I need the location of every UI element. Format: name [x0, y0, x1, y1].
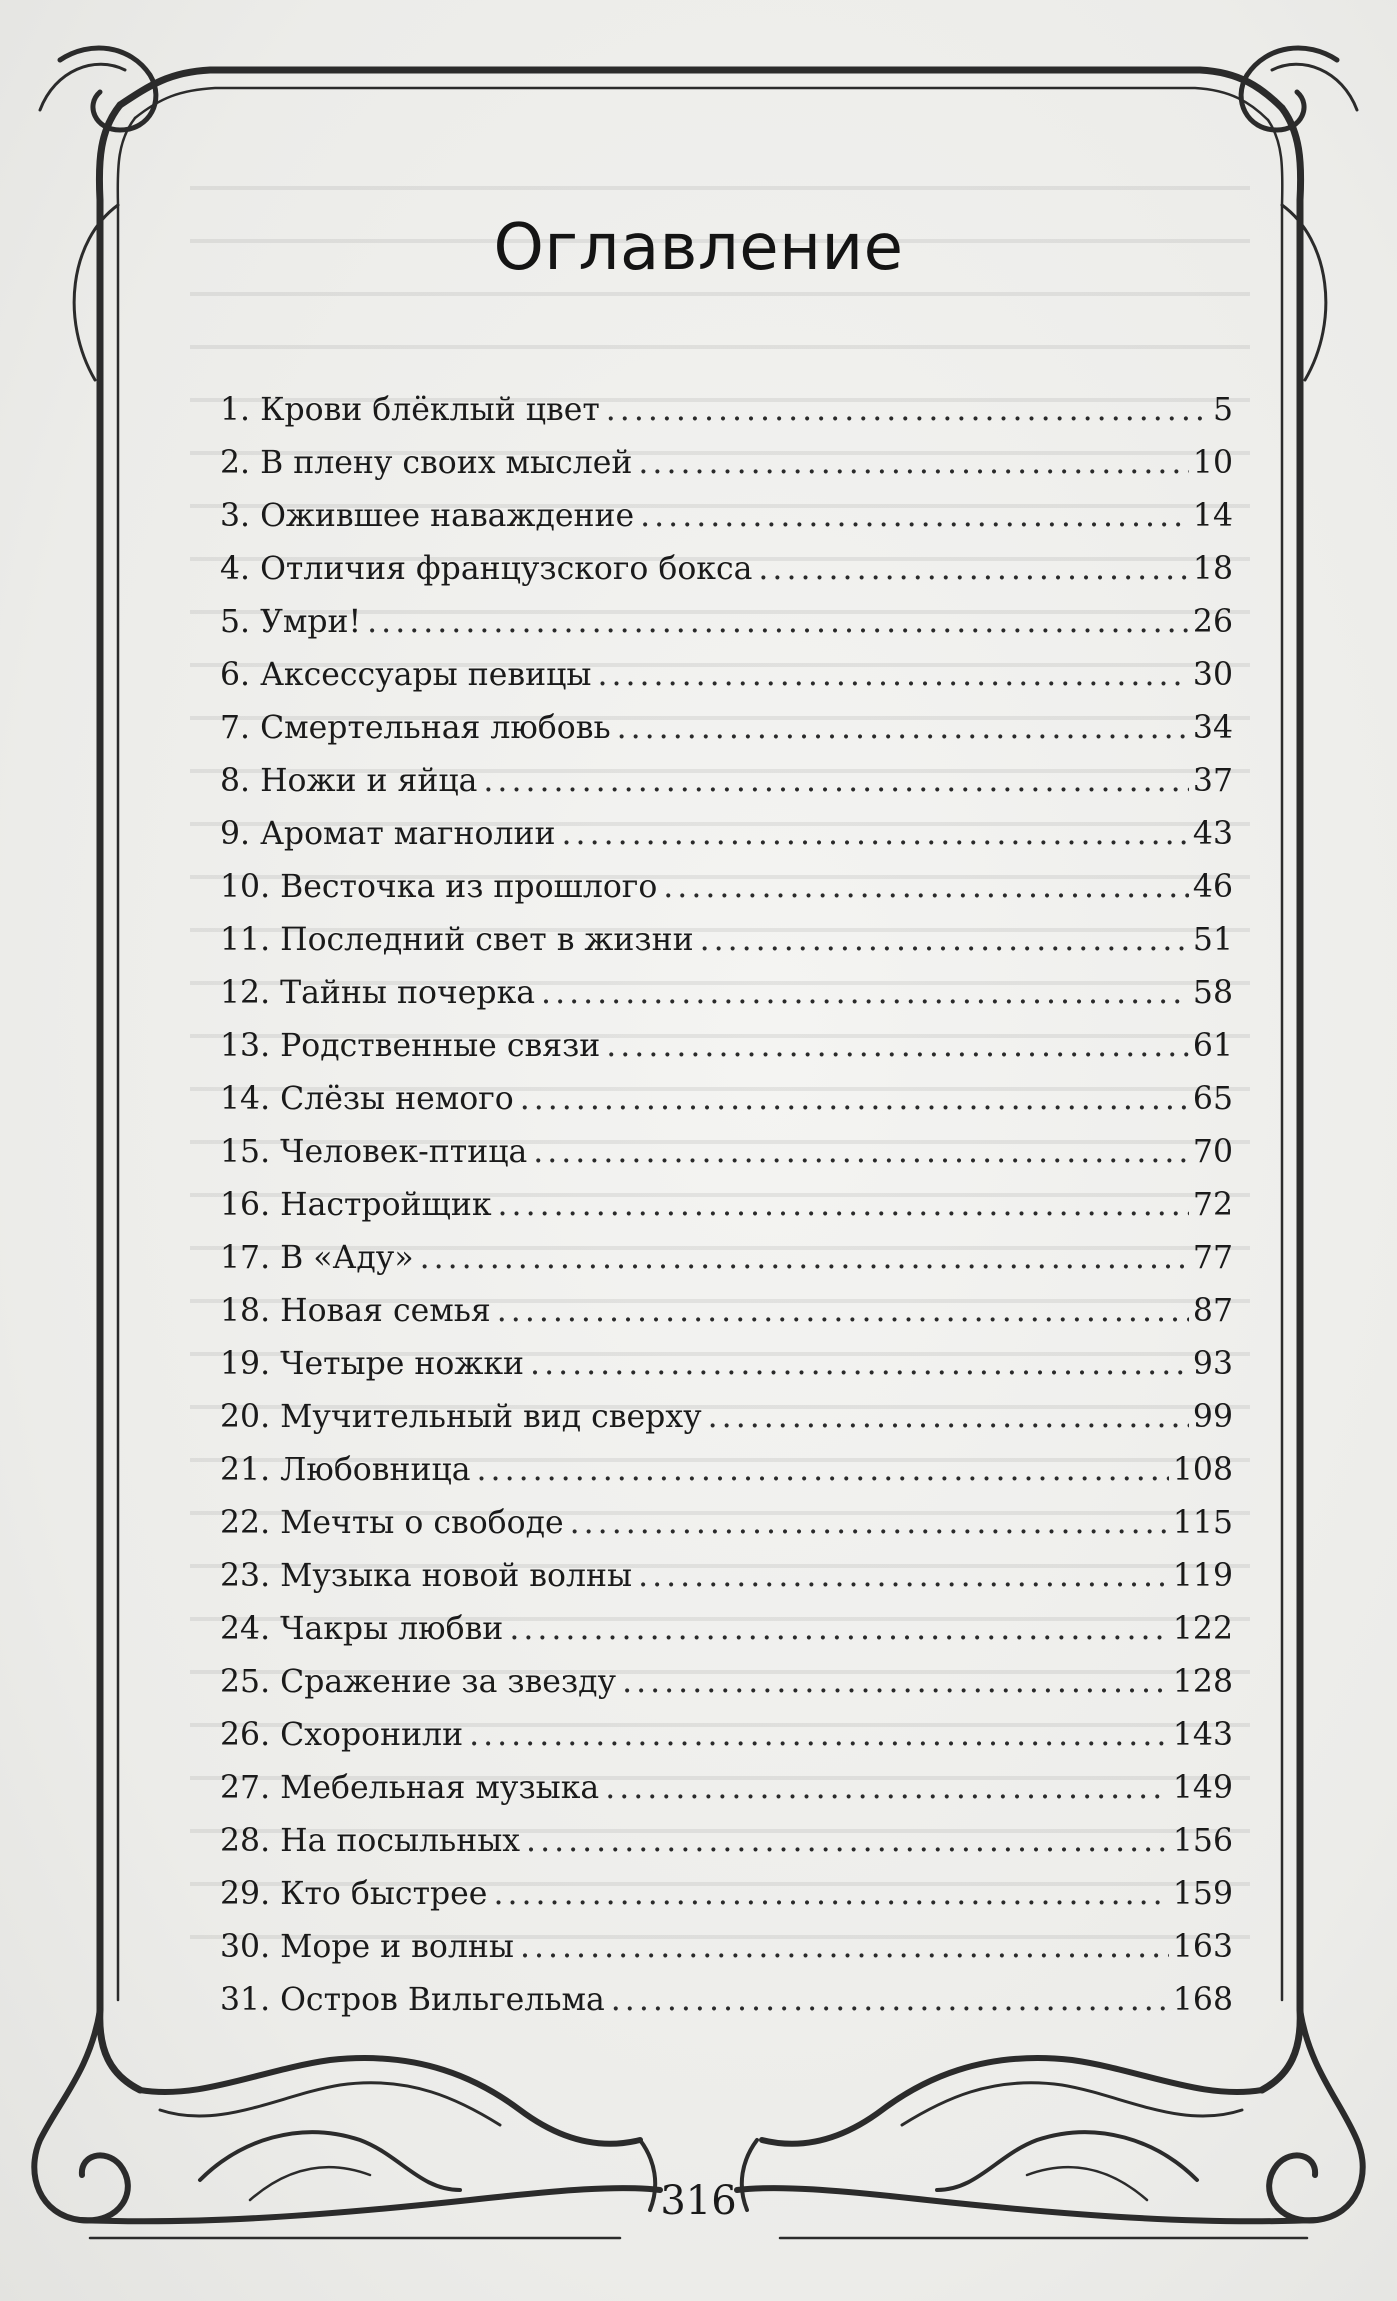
- dot-leader: [606, 1020, 1189, 1073]
- dot-leader: [477, 1444, 1169, 1497]
- toc-entry-page: 61: [1192, 1028, 1233, 1064]
- toc-entry-title: Родственные связи: [280, 1028, 601, 1064]
- toc-entry-page: 14: [1192, 498, 1233, 534]
- toc-entry: [220, 1974, 1233, 2027]
- toc-entry: [220, 596, 1233, 649]
- toc-entry: [220, 437, 1233, 490]
- toc-entry: [220, 1868, 1233, 1921]
- toc-entry-number: 1.: [220, 392, 251, 428]
- toc-entry: [220, 1762, 1233, 1815]
- toc-entry-number: 13.: [220, 1028, 271, 1064]
- toc-entry-page: 156: [1172, 1823, 1233, 1859]
- toc-entry-page: 143: [1172, 1717, 1233, 1753]
- toc-entry: [220, 1497, 1233, 1550]
- toc-entry-title: Весточка из прошлого: [280, 869, 658, 905]
- toc-entry: [220, 490, 1233, 543]
- toc-entry-title: На посыльных: [280, 1823, 521, 1859]
- toc-entry-number: 29.: [220, 1876, 271, 1912]
- toc-entry: [220, 1550, 1233, 1603]
- toc-entry-title: Последний свет в жизни: [280, 922, 694, 958]
- toc-entry-number: 25.: [220, 1664, 271, 1700]
- toc-entry: [220, 543, 1233, 596]
- toc-entry: [220, 1391, 1233, 1444]
- toc-entry: [220, 1285, 1233, 1338]
- toc-entry-title: Чакры любви: [280, 1611, 504, 1647]
- toc-entry-number: 26.: [220, 1717, 271, 1753]
- toc-entry-title: Слёзы немого: [280, 1081, 514, 1117]
- toc-entry-page: 115: [1172, 1505, 1233, 1541]
- toc-entry: [220, 1126, 1233, 1179]
- toc-entry-page: 163: [1172, 1929, 1233, 1965]
- toc-entry: [220, 649, 1233, 702]
- toc-entry: [220, 384, 1233, 437]
- toc-entry-number: 30.: [220, 1929, 271, 1965]
- toc-entry-title: Море и волны: [280, 1929, 514, 1965]
- toc-entry-title: Человек-птица: [280, 1134, 528, 1170]
- dot-leader: [570, 1497, 1169, 1550]
- dot-leader: [638, 1550, 1169, 1603]
- toc-entry-page: 51: [1192, 922, 1233, 958]
- dot-leader: [605, 1762, 1169, 1815]
- page-title: Оглавление: [493, 210, 904, 285]
- dot-leader: [606, 384, 1209, 437]
- toc-entry-title: Схоронили: [280, 1717, 464, 1753]
- toc-entry-title: Настройщик: [280, 1187, 492, 1223]
- toc-entry-number: 6.: [220, 657, 251, 693]
- toc-entry-page: 30: [1192, 657, 1233, 693]
- toc-entry-number: 16.: [220, 1187, 271, 1223]
- dot-leader: [520, 1921, 1169, 1974]
- toc-entry: [220, 1020, 1233, 1073]
- dot-leader: [530, 1338, 1189, 1391]
- toc-entry-page: 122: [1172, 1611, 1233, 1647]
- toc-entry-number: 2.: [220, 445, 251, 481]
- toc-entry-page: 65: [1192, 1081, 1233, 1117]
- dot-leader: [483, 755, 1189, 808]
- toc-entry: [220, 755, 1233, 808]
- toc-entry-title: Умри!: [260, 604, 362, 640]
- toc-entry-title: Мучительный вид сверху: [280, 1399, 702, 1435]
- toc-entry-title: Кто быстрее: [280, 1876, 488, 1912]
- toc-entry: [220, 1444, 1233, 1497]
- toc-entry-page: 77: [1192, 1240, 1233, 1276]
- dot-leader: [597, 649, 1188, 702]
- toc-entry-title: Музыка новой волны: [280, 1558, 633, 1594]
- toc-entry-page: 18: [1192, 551, 1233, 587]
- toc-entry-number: 8.: [220, 763, 251, 799]
- dot-leader: [509, 1603, 1169, 1656]
- toc-entry-page: 87: [1192, 1293, 1233, 1329]
- toc-entry-number: 10.: [220, 869, 271, 905]
- toc-entry-page: 149: [1172, 1770, 1233, 1806]
- toc-entry: [220, 1338, 1233, 1391]
- toc-entry-number: 24.: [220, 1611, 271, 1647]
- dot-leader: [533, 1126, 1189, 1179]
- toc-entry-title: Четыре ножки: [280, 1346, 525, 1382]
- toc-entry: [220, 1232, 1233, 1285]
- toc-entry-number: 28.: [220, 1823, 271, 1859]
- toc-entry-title: Смертельная любовь: [260, 710, 611, 746]
- toc-entry-title: Крови блёклый цвет: [260, 392, 600, 428]
- dot-leader: [708, 1391, 1189, 1444]
- toc-entry-page: 128: [1172, 1664, 1233, 1700]
- dot-leader: [497, 1285, 1189, 1338]
- toc-entry: [220, 702, 1233, 755]
- toc-entry: [220, 1921, 1233, 1974]
- toc-entry: [220, 914, 1233, 967]
- toc-entry-title: Отличия французского бокса: [260, 551, 753, 587]
- toc-entry-number: 7.: [220, 710, 251, 746]
- dot-leader: [758, 543, 1189, 596]
- toc-entry: [220, 861, 1233, 914]
- toc-entry-title: В «Аду»: [280, 1240, 414, 1276]
- toc-entry-title: Новая семья: [280, 1293, 491, 1329]
- dot-leader: [617, 702, 1189, 755]
- toc-entry-number: 3.: [220, 498, 251, 534]
- page-number: 316: [660, 2178, 737, 2224]
- toc-entry-title: Аксессуары певицы: [260, 657, 592, 693]
- toc-entry-number: 9.: [220, 816, 251, 852]
- toc-entry-page: 168: [1172, 1982, 1233, 2018]
- toc-entry-title: Ожившее наваждение: [260, 498, 635, 534]
- dot-leader: [700, 914, 1189, 967]
- toc-entry: [220, 1073, 1233, 1126]
- toc-entry-page: 34: [1192, 710, 1233, 746]
- toc-entry-page: 159: [1172, 1876, 1233, 1912]
- dot-leader: [663, 861, 1189, 914]
- toc-entry-page: 5: [1212, 392, 1233, 428]
- toc-entry-number: 20.: [220, 1399, 271, 1435]
- toc-entry: [220, 1656, 1233, 1709]
- dot-leader: [640, 490, 1189, 543]
- toc-entry-page: 10: [1192, 445, 1233, 481]
- toc-entry-title: Мебельная музыка: [280, 1770, 600, 1806]
- toc-entry-title: В плену своих мыслей: [260, 445, 633, 481]
- dot-leader: [367, 596, 1189, 649]
- toc-entry-title: Ножи и яйца: [260, 763, 478, 799]
- toc-entry-page: 70: [1192, 1134, 1233, 1170]
- toc-entry-title: Остров Вильгельма: [280, 1982, 605, 2018]
- toc-entry-number: 15.: [220, 1134, 271, 1170]
- toc-entry-number: 18.: [220, 1293, 271, 1329]
- toc-entry: [220, 1709, 1233, 1762]
- toc-entry-page: 37: [1192, 763, 1233, 799]
- toc-entry-number: 17.: [220, 1240, 271, 1276]
- toc-entry-page: 108: [1172, 1452, 1233, 1488]
- toc-entry-page: 26: [1192, 604, 1233, 640]
- toc-entry-number: 31.: [220, 1982, 271, 2018]
- dot-leader: [526, 1815, 1169, 1868]
- toc-entry-number: 4.: [220, 551, 251, 587]
- toc-entry: [220, 967, 1233, 1020]
- dot-leader: [541, 967, 1189, 1020]
- dot-leader: [469, 1709, 1169, 1762]
- toc-entry-number: 5.: [220, 604, 251, 640]
- toc-entry-number: 22.: [220, 1505, 271, 1541]
- toc-entry-number: 11.: [220, 922, 271, 958]
- toc-entry-page: 46: [1192, 869, 1233, 905]
- dot-leader: [622, 1656, 1169, 1709]
- dot-leader: [420, 1232, 1189, 1285]
- toc-entry-number: 14.: [220, 1081, 271, 1117]
- toc-entry-number: 27.: [220, 1770, 271, 1806]
- toc-entry-title: Тайны почерка: [280, 975, 536, 1011]
- dot-leader: [520, 1073, 1189, 1126]
- dot-leader: [493, 1868, 1168, 1921]
- toc-entry-title: Мечты о свободе: [280, 1505, 564, 1541]
- table-of-contents: [220, 384, 1233, 2027]
- toc-entry-page: 119: [1172, 1558, 1233, 1594]
- toc-entry-page: 72: [1192, 1187, 1233, 1223]
- dot-leader: [638, 437, 1189, 490]
- toc-entry: [220, 1179, 1233, 1232]
- toc-entry-page: 99: [1192, 1399, 1233, 1435]
- toc-entry-number: 21.: [220, 1452, 271, 1488]
- toc-entry: [220, 1603, 1233, 1656]
- toc-entry-page: 58: [1192, 975, 1233, 1011]
- toc-entry-number: 12.: [220, 975, 271, 1011]
- toc-entry-title: Сражение за звезду: [280, 1664, 617, 1700]
- toc-entry-page: 43: [1192, 816, 1233, 852]
- toc-entry-title: Аромат магнолии: [260, 816, 556, 852]
- dot-leader: [562, 808, 1189, 861]
- toc-entry-number: 19.: [220, 1346, 271, 1382]
- toc-entry-title: Любовница: [280, 1452, 471, 1488]
- toc-entry: [220, 808, 1233, 861]
- toc-entry: [220, 1815, 1233, 1868]
- dot-leader: [498, 1179, 1189, 1232]
- toc-entry-page: 93: [1192, 1346, 1233, 1382]
- toc-entry-number: 23.: [220, 1558, 271, 1594]
- dot-leader: [611, 1974, 1169, 2027]
